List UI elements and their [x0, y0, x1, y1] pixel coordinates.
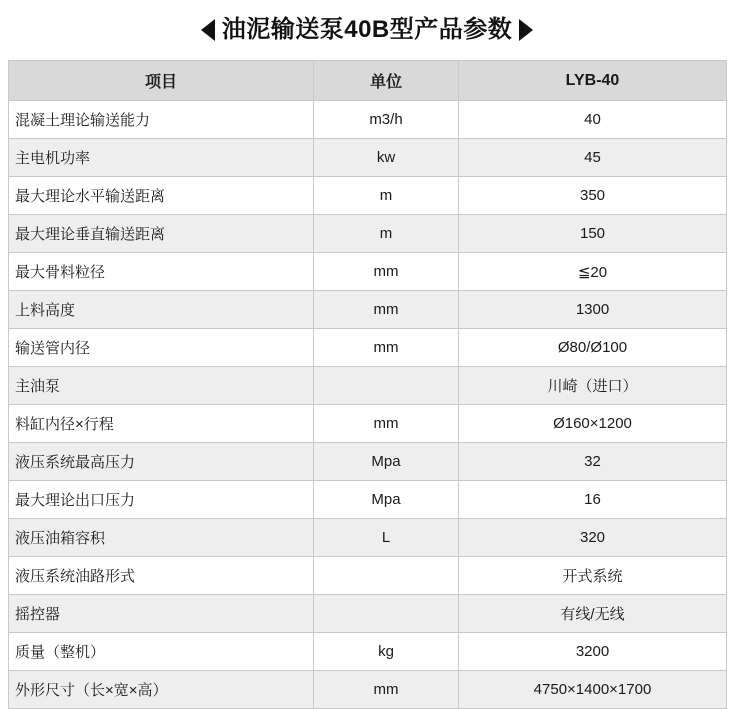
row-item-label: 最大理论垂直输送距离 [9, 215, 314, 253]
table-row [9, 253, 727, 291]
row-spec-value: 45 [459, 139, 727, 177]
table-row [9, 633, 727, 671]
row-item-label: 液压系统最高压力 [9, 443, 314, 481]
table-row [9, 367, 727, 405]
row-spec-value: 40 [459, 101, 727, 139]
row-unit-value: mm [314, 329, 459, 367]
row-spec-value: 3200 [459, 633, 727, 671]
row-spec-value: ≦20 [459, 253, 727, 291]
table-row [9, 557, 727, 595]
row-unit-value: Mpa [314, 481, 459, 519]
page-title [0, 0, 734, 60]
row-item-label: 最大骨料粒径 [9, 253, 314, 291]
column-header-unit: 单位 [314, 61, 459, 101]
table-row [9, 101, 727, 139]
column-header-model: LYB-40 [459, 61, 727, 101]
row-unit-value: mm [314, 253, 459, 291]
row-item-label: 最大理论出口压力 [9, 481, 314, 519]
table-row [9, 139, 727, 177]
row-unit-value: m [314, 215, 459, 253]
row-unit-value: mm [314, 671, 459, 709]
table-row [9, 519, 727, 557]
row-spec-value: 川崎（进口） [459, 367, 727, 405]
row-spec-value: 有线/无线 [459, 595, 727, 633]
row-item-label: 主电机功率 [9, 139, 314, 177]
row-unit-value: kw [314, 139, 459, 177]
spec-table-body [9, 101, 727, 709]
table-row [9, 443, 727, 481]
row-unit-value [314, 557, 459, 595]
row-item-label: 摇控器 [9, 595, 314, 633]
page-title-text: 油泥输送泵40B型产品参数 [221, 16, 513, 43]
row-unit-value: L [314, 519, 459, 557]
row-spec-value: Ø160×1200 [459, 405, 727, 443]
table-row [9, 595, 727, 633]
table-row [9, 329, 727, 367]
row-spec-value: Ø80/Ø100 [459, 329, 727, 367]
row-item-label: 主油泵 [9, 367, 314, 405]
row-item-label: 液压系统油路形式 [9, 557, 314, 595]
table-row [9, 481, 727, 519]
triangle-left-icon [201, 19, 215, 41]
table-row [9, 671, 727, 709]
row-unit-value: Mpa [314, 443, 459, 481]
row-spec-value: 4750×1400×1700 [459, 671, 727, 709]
table-row [9, 215, 727, 253]
row-item-label: 输送管内径 [9, 329, 314, 367]
column-header-item: 项目 [9, 61, 314, 101]
row-item-label: 外形尺寸（长×宽×高） [9, 671, 314, 709]
row-item-label: 上料高度 [9, 291, 314, 329]
table-header-row [9, 61, 727, 101]
table-row [9, 405, 727, 443]
row-spec-value: 1300 [459, 291, 727, 329]
table-row [9, 291, 727, 329]
row-item-label: 料缸内径×行程 [9, 405, 314, 443]
row-spec-value: 开式系统 [459, 557, 727, 595]
row-unit-value: m [314, 177, 459, 215]
row-unit-value: mm [314, 291, 459, 329]
row-spec-value: 32 [459, 443, 727, 481]
row-unit-value [314, 595, 459, 633]
row-unit-value [314, 367, 459, 405]
triangle-right-icon [519, 19, 533, 41]
row-spec-value: 150 [459, 215, 727, 253]
row-item-label: 最大理论水平输送距离 [9, 177, 314, 215]
row-item-label: 质量（整机） [9, 633, 314, 671]
row-unit-value: kg [314, 633, 459, 671]
row-unit-value: mm [314, 405, 459, 443]
spec-table-head [9, 61, 727, 101]
table-row [9, 177, 727, 215]
row-spec-value: 320 [459, 519, 727, 557]
spec-table [8, 60, 727, 709]
row-unit-value: m3/h [314, 101, 459, 139]
row-item-label: 混凝土理论输送能力 [9, 101, 314, 139]
row-spec-value: 16 [459, 481, 727, 519]
row-item-label: 液压油箱容积 [9, 519, 314, 557]
row-spec-value: 350 [459, 177, 727, 215]
